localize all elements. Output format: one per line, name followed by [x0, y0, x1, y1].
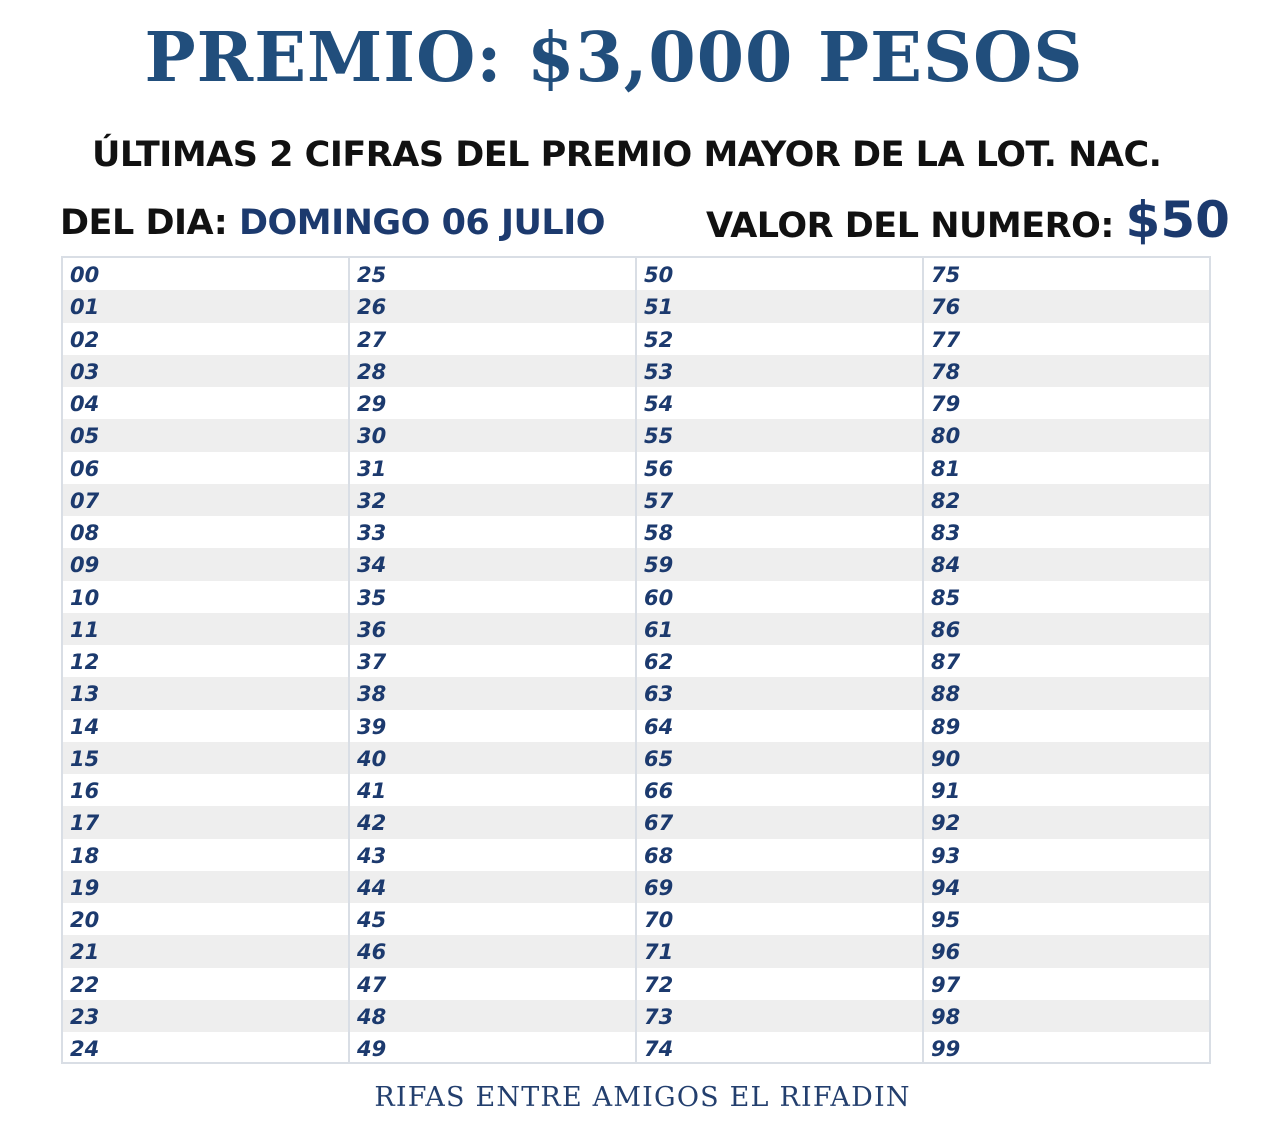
number-cell[interactable]: 66	[644, 779, 674, 803]
number-cell[interactable]: 18	[70, 843, 100, 868]
number-cell[interactable]: 04	[70, 392, 100, 416]
number-cell[interactable]: 46	[350, 935, 635, 967]
number-cell[interactable]: 79	[931, 392, 961, 416]
number-cell[interactable]: 93	[931, 843, 961, 868]
number-cell[interactable]: 34	[350, 548, 635, 580]
number-cell[interactable]: 97	[931, 972, 961, 997]
number-cell[interactable]: 39	[357, 714, 387, 739]
number-cell[interactable]: 71	[637, 935, 922, 967]
prize-title: PREMIO: $3,000 PESOS	[144, 18, 1084, 98]
number-cell[interactable]: 22	[70, 972, 100, 997]
number-cell[interactable]: 52	[644, 327, 674, 352]
number-cell[interactable]: 55	[637, 419, 922, 451]
number-cell[interactable]: 92	[924, 806, 1209, 838]
number-cell[interactable]: 74	[644, 1037, 674, 1061]
number-cell[interactable]: 44	[350, 871, 635, 903]
number-cell[interactable]: 30	[350, 419, 635, 451]
number-cell[interactable]: 03	[63, 355, 348, 387]
number-cell[interactable]: 59	[637, 548, 922, 580]
number-cell[interactable]: 56	[644, 456, 674, 481]
number-cell[interactable]: 06	[70, 456, 100, 481]
number-cell[interactable]: 24	[70, 1037, 100, 1061]
number-cell[interactable]: 96	[924, 935, 1209, 967]
number-cell[interactable]: 85	[931, 585, 961, 610]
number-cell[interactable]: 80	[924, 419, 1209, 451]
number-cell[interactable]: 75	[931, 263, 961, 287]
number-cell[interactable]: 69	[637, 871, 922, 903]
number-cell[interactable]: 19	[63, 871, 348, 903]
number-cell[interactable]: 62	[644, 650, 674, 674]
number-cell[interactable]: 28	[350, 355, 635, 387]
number-cell[interactable]: 53	[637, 355, 922, 387]
number-cell[interactable]: 17	[63, 806, 348, 838]
number-cell[interactable]: 86	[924, 613, 1209, 645]
number-cell[interactable]: 95	[931, 908, 961, 932]
number-cell[interactable]: 05	[63, 419, 348, 451]
number-cell[interactable]: 88	[924, 677, 1209, 709]
lottery-rule-subtitle: ÚLTIMAS 2 CIFRAS DEL PREMIO MAYOR DE LA LOT. NAC.	[92, 135, 1162, 175]
organizer-footer: RIFAS ENTRE AMIGOS EL RIFADIN	[374, 1082, 911, 1113]
draw-date-line	[60, 200, 605, 246]
number-cell[interactable]: 32	[350, 484, 635, 516]
number-cell[interactable]: 37	[357, 650, 387, 674]
number-cell[interactable]: 60	[644, 585, 674, 610]
number-cell[interactable]: 73	[637, 1000, 922, 1032]
number-cell[interactable]: 67	[637, 806, 922, 838]
number-cell[interactable]: 38	[350, 677, 635, 709]
number-cell[interactable]: 51	[637, 290, 922, 322]
number-cell[interactable]: 99	[931, 1037, 961, 1061]
number-cell[interactable]: 33	[357, 521, 387, 545]
number-cell[interactable]: 72	[644, 972, 674, 997]
number-cell[interactable]: 48	[350, 1000, 635, 1032]
number-cell[interactable]: 13	[63, 677, 348, 709]
number-cell[interactable]: 23	[63, 1000, 348, 1032]
number-cell[interactable]: 42	[350, 806, 635, 838]
draw-date-label: DEL DIA:	[60, 203, 239, 243]
number-grid	[61, 256, 1211, 1064]
number-cell[interactable]: 70	[644, 908, 674, 932]
number-column-3	[637, 258, 924, 1062]
number-cell[interactable]: 78	[924, 355, 1209, 387]
number-cell[interactable]: 09	[63, 548, 348, 580]
number-cell[interactable]: 57	[637, 484, 922, 516]
number-cell[interactable]: 81	[931, 456, 961, 481]
number-cell[interactable]: 11	[63, 613, 348, 645]
number-cell[interactable]: 77	[931, 327, 961, 352]
number-cell[interactable]: 02	[70, 327, 100, 352]
number-cell[interactable]: 00	[70, 263, 100, 287]
number-cell[interactable]: 16	[70, 779, 100, 803]
number-cell[interactable]: 01	[63, 290, 348, 322]
number-cell[interactable]: 90	[924, 742, 1209, 774]
number-cell[interactable]: 31	[357, 456, 387, 481]
number-cell[interactable]: 65	[637, 742, 922, 774]
number-cell[interactable]: 49	[357, 1037, 387, 1061]
number-cell[interactable]: 10	[70, 585, 100, 610]
ticket-price-value: $50	[1125, 191, 1230, 249]
number-cell[interactable]: 14	[70, 714, 100, 739]
number-column-1	[63, 258, 350, 1062]
number-column-4	[924, 258, 1209, 1062]
number-cell[interactable]: 07	[63, 484, 348, 516]
number-cell[interactable]: 12	[70, 650, 100, 674]
number-cell[interactable]: 68	[644, 843, 674, 868]
number-cell[interactable]: 08	[70, 521, 100, 545]
number-cell[interactable]: 50	[644, 263, 674, 287]
number-cell[interactable]: 89	[931, 714, 961, 739]
number-cell[interactable]: 41	[357, 779, 387, 803]
number-cell[interactable]: 61	[637, 613, 922, 645]
ticket-price-line	[706, 190, 1230, 256]
number-cell[interactable]: 15	[63, 742, 348, 774]
number-column-2	[350, 258, 637, 1062]
number-cell[interactable]: 64	[644, 714, 674, 739]
number-cell[interactable]: 25	[357, 263, 387, 287]
number-cell[interactable]: 36	[350, 613, 635, 645]
number-cell[interactable]: 94	[924, 871, 1209, 903]
number-cell[interactable]: 82	[924, 484, 1209, 516]
number-cell[interactable]: 98	[924, 1000, 1209, 1032]
number-cell[interactable]: 43	[357, 843, 387, 868]
number-cell[interactable]: 35	[357, 585, 387, 610]
number-cell[interactable]: 84	[924, 548, 1209, 580]
number-cell[interactable]: 40	[350, 742, 635, 774]
number-cell[interactable]: 76	[924, 290, 1209, 322]
number-cell[interactable]: 21	[63, 935, 348, 967]
number-cell[interactable]: 58	[644, 521, 674, 545]
number-cell[interactable]: 87	[931, 650, 961, 674]
number-cell[interactable]: 29	[357, 392, 387, 416]
number-cell[interactable]: 63	[637, 677, 922, 709]
number-cell[interactable]: 27	[357, 327, 387, 352]
draw-date-value: DOMINGO 06 JULIO	[238, 203, 605, 243]
number-cell[interactable]: 54	[644, 392, 674, 416]
number-cell[interactable]: 26	[350, 290, 635, 322]
number-cell[interactable]: 47	[357, 972, 387, 997]
number-cell[interactable]: 20	[70, 908, 100, 932]
number-cell[interactable]: 83	[931, 521, 961, 545]
number-cell[interactable]: 45	[357, 908, 387, 932]
number-cell[interactable]: 91	[931, 779, 961, 803]
ticket-price-label: VALOR DEL NUMERO:	[706, 206, 1126, 246]
